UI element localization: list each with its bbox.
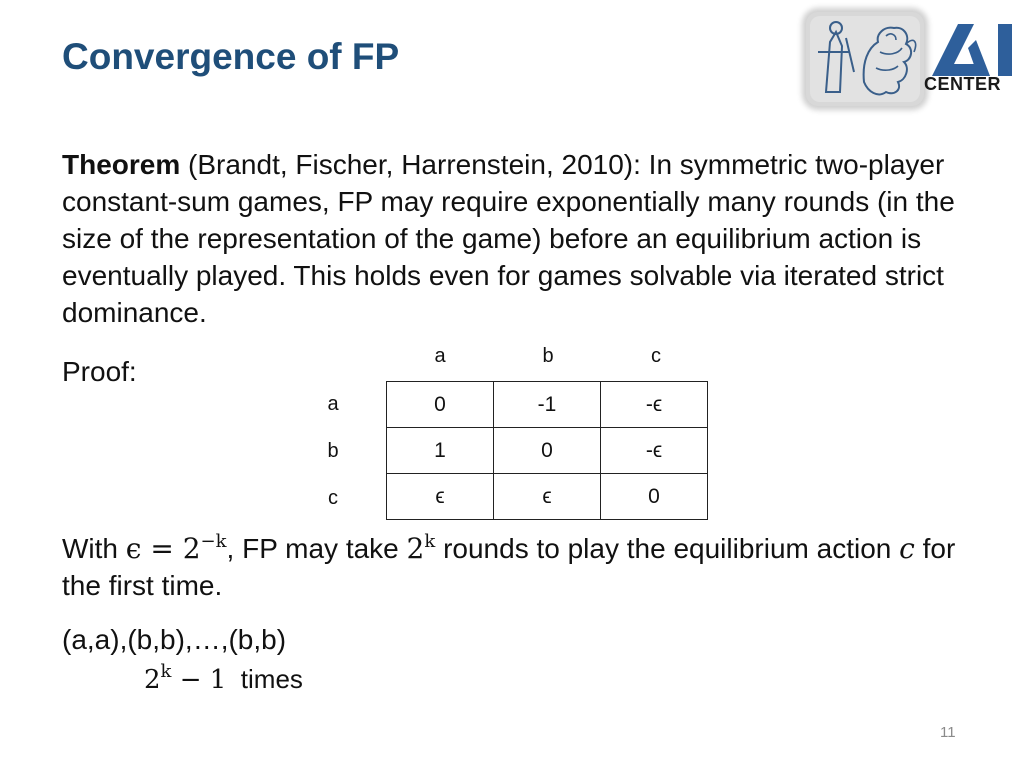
proof-label: Proof: [62,356,137,387]
slide-title: Convergence of FP [62,36,400,77]
matrix-cell: 0 [387,382,494,428]
ai-center-logo [806,10,1016,110]
conclusion-paragraph [62,530,962,604]
matrix-row-header: a [327,393,339,415]
count-base: 2 [144,665,161,695]
matrix-row [387,474,708,520]
matrix-cell: 0 [494,428,601,474]
matrix-row [387,428,708,474]
count-rest: − 1 [171,665,227,695]
payoff-matrix [386,381,708,520]
play-sequence: (a,a),(b,b),…,(b,b) [62,624,287,655]
matrix-row-header: c [328,487,338,509]
rounds-expression [407,532,436,565]
conclusion-end: for the first time. [62,533,956,601]
count-exponent: k [160,661,172,682]
action-symbol: c [899,532,915,565]
matrix-row-header: b [327,440,339,462]
matrix-cell: -1 [494,382,601,428]
repetition-count [144,661,303,695]
theorem-text: (Brandt, Fischer, Harrenstein, 2010): In symmetric two-player constant-sum games, FP may require exponentially many rounds (in the size of the representation of the game) before an equilibrium action is eventually played. This holds even for games solvable via iterated strict dominance. [62,149,955,328]
equation-exponent: −k [200,531,227,552]
equation-lhs: ϵ = 2 [125,532,201,565]
rounds-base: 2 [406,532,425,565]
matrix-cell: ϵ [387,474,494,520]
logo-text: CENTER [924,74,1002,94]
ai-mark-icon [928,18,1020,78]
matrix-cell: -ϵ [601,428,708,474]
conclusion-prefix: With [62,533,126,564]
lion-emblem-icon [806,12,924,106]
epsilon-equation [126,532,227,565]
matrix-cell: 0 [601,474,708,520]
matrix-cell: 1 [387,428,494,474]
matrix-column-header: a [434,345,446,367]
conclusion-mid: , FP may take [226,533,407,564]
rounds-exponent: k [424,531,436,552]
matrix-row [387,382,708,428]
matrix-column-header: b [542,345,554,367]
conclusion-suffix: rounds to play the equilibrium action [435,533,900,564]
matrix-column-header: c [651,345,661,367]
times-label: times [240,664,303,694]
theorem-paragraph [62,146,962,331]
count-expression [144,661,227,695]
matrix-cell: -ϵ [601,382,708,428]
matrix-cell: ϵ [494,474,601,520]
theorem-label: Theorem [62,149,181,180]
page-number: 11 [940,724,956,741]
